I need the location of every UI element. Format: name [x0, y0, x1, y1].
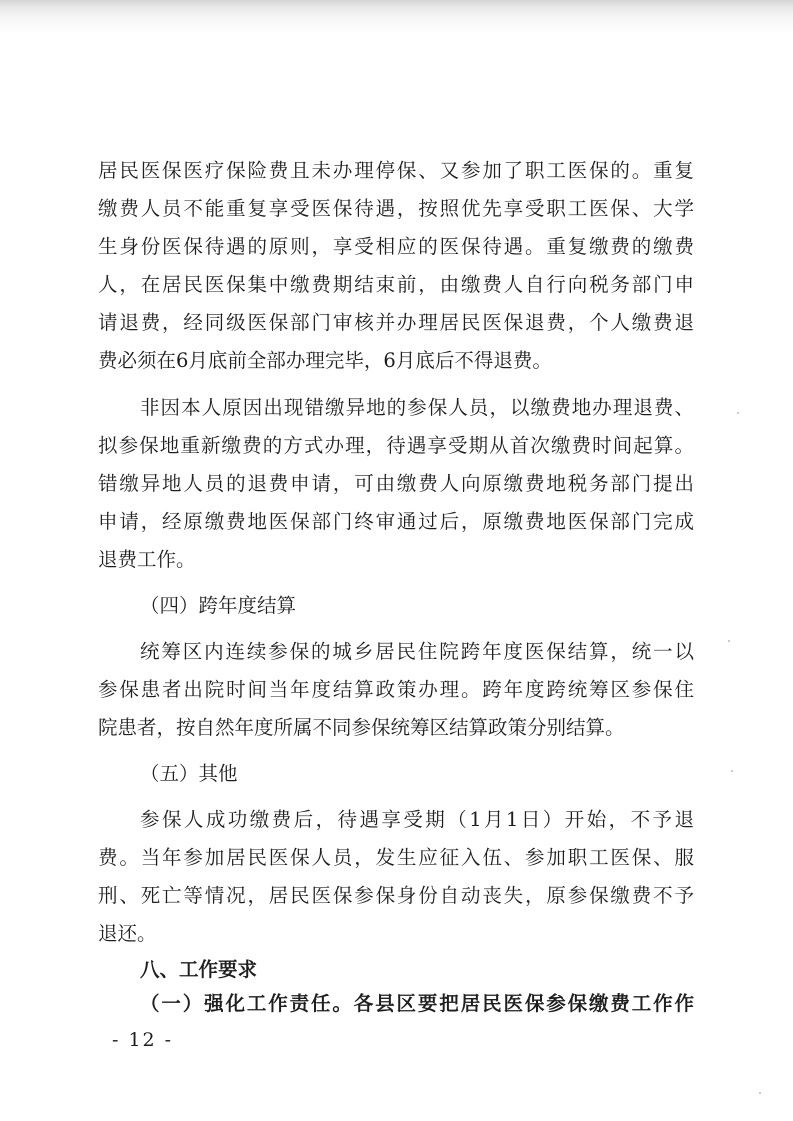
para4-line-1: 参保人成功缴费后，待遇享受期（1月1日）开始，不予退 [140, 808, 694, 831]
para2-line-2: 拟参保地重新缴费的方式办理，待遇享受期从首次缴费时间起算。 [98, 434, 694, 457]
para2-line-4: 申请，经原缴费地医保部门终审通过后，原缴费地医保部门完成 [98, 510, 694, 533]
scan-speck [728, 640, 730, 642]
para3-line-1: 统筹区内连续参保的城乡居民住院跨年度医保结算，统一以 [140, 640, 694, 663]
para3-line-3: 院患者，按自然年度所属不同参保统筹区结算政策分别结算。 [98, 716, 625, 739]
scan-speck [731, 770, 733, 772]
para1-line-3: 生身份医保待遇的原则，享受相应的医保待遇。重复缴费的缴费 [98, 235, 694, 258]
para1-line-2: 缴费人员不能重复享受医保待遇，按照优先享受职工医保、大学 [98, 197, 694, 220]
para1-line-1: 居民医保医疗保险费且未办理停保、又参加了职工医保的。重复 [98, 159, 694, 182]
scan-speck [759, 1092, 761, 1094]
para1-line-6: 费必须在6月底前全部办理完毕，6月底后不得退费。 [98, 349, 552, 372]
subheading-4: （四）跨年度结算 [140, 594, 297, 617]
scan-speck [737, 412, 739, 414]
para4-line-3: 刑、死亡等情况，居民医保参保身份自动丧失，原参保缴费不予 [98, 884, 694, 907]
para5-line-1: （一）强化工作责任。各县区要把居民医保参保缴费工作作 [140, 992, 694, 1015]
para2-line-5: 退费工作。 [98, 548, 196, 571]
para1-line-5: 请退费，经同级医保部门审核并办理居民医保退费，个人缴费退 [98, 311, 694, 334]
para4-line-4: 退还。 [98, 922, 157, 945]
para2-line-3: 错缴异地人员的退费申请，可由缴费人向原缴费地税务部门提出 [98, 472, 694, 495]
page-number: - 12 - [112, 1029, 174, 1051]
para2-line-1: 非因本人原因出现错缴异地的参保人员，以缴费地办理退费、 [140, 396, 694, 419]
para1-line-4: 人，在居民医保集中缴费期结束前，由缴费人自行向税务部门申 [98, 273, 694, 296]
subheading-5: （五）其他 [140, 762, 238, 785]
para3-line-2: 参保患者出院时间当年度结算政策办理。跨年度跨统筹区参保住 [98, 678, 694, 701]
section-heading-8: 八、工作要求 [140, 958, 258, 981]
para4-line-2: 费。当年参加居民医保人员，发生应征入伍、参加职工医保、服 [98, 846, 694, 869]
